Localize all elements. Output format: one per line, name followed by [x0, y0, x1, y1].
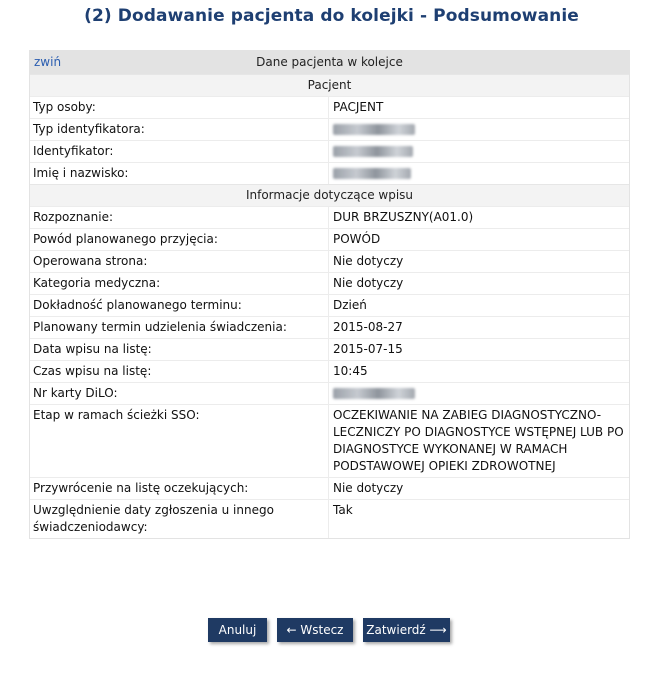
- panel-body: [30, 74, 629, 538]
- detail-row: [30, 360, 629, 382]
- section-header: Pacjent: [30, 74, 629, 96]
- detail-row: [30, 338, 629, 360]
- detail-row: [30, 162, 629, 184]
- detail-row: [30, 316, 629, 338]
- row-label: Czas wpisu na listę:: [30, 361, 329, 382]
- redacted-value: [329, 119, 629, 140]
- row-label: Przywrócenie na listę oczekujących:: [30, 478, 329, 499]
- row-label: Kategoria medyczna:: [30, 273, 329, 294]
- redacted-value: [329, 141, 629, 162]
- detail-row: [30, 404, 629, 477]
- row-label: Planowany termin udzielenia świadczenia:: [30, 317, 329, 338]
- section-header: Informacje dotyczące wpisu: [30, 184, 629, 206]
- row-label: Nr karty DiLO:: [30, 383, 329, 404]
- action-bar: [0, 618, 663, 644]
- row-value: 2015-08-27: [333, 320, 403, 334]
- row-value: Nie dotyczy: [333, 276, 404, 290]
- row-label: Powód planowanego przyjęcia:: [30, 229, 329, 250]
- collapse-toggle-link[interactable]: zwiń: [34, 55, 62, 69]
- panel-header: [30, 50, 629, 74]
- row-value: PACJENT: [333, 100, 384, 114]
- row-label: Data wpisu na listę:: [30, 339, 329, 360]
- detail-row: [30, 206, 629, 228]
- row-value: Nie dotyczy: [333, 254, 404, 268]
- row-label: Etap w ramach ścieżki SSO:: [30, 405, 329, 477]
- redacted-value: [329, 383, 629, 404]
- row-value: OCZEKIWANIE NA ZABIEG DIAGNOSTYCZNO-LECZNICZY PO DIAGNOSTYCE WSTĘPNEJ LUB PO DIAGNOSTYCE WYKONANEJ W RAMACH PODSTAWOWEJ OPIEKI ZDROWOTNEJ: [333, 408, 624, 473]
- detail-row: [30, 294, 629, 316]
- row-label: Typ osoby:: [30, 97, 329, 118]
- detail-row: [30, 140, 629, 162]
- detail-row: [30, 499, 629, 538]
- row-value: Dzień: [333, 298, 367, 312]
- panel-title: Dane pacjenta w kolejce: [256, 55, 403, 69]
- detail-row: [30, 382, 629, 404]
- redacted-placeholder: [333, 168, 411, 179]
- row-label: Operowana strona:: [30, 251, 329, 272]
- row-value: Nie dotyczy: [333, 481, 404, 495]
- row-value: Tak: [333, 503, 353, 517]
- page-title: (2) Dodawanie pacjenta do kolejki - Podsumowanie: [84, 6, 579, 26]
- cancel-button[interactable]: Anuluj: [208, 618, 267, 642]
- detail-row: [30, 272, 629, 294]
- detail-row: [30, 118, 629, 140]
- redacted-placeholder: [333, 146, 413, 157]
- detail-row: [30, 250, 629, 272]
- row-label: Identyfikator:: [30, 141, 329, 162]
- row-value: 10:45: [333, 364, 368, 378]
- detail-row: [30, 228, 629, 250]
- detail-row: [30, 96, 629, 118]
- patient-queue-panel: [29, 50, 630, 539]
- detail-row: [30, 477, 629, 499]
- row-value: DUR BRZUSZNY(A01.0): [333, 210, 474, 224]
- confirm-button[interactable]: Zatwierdź ⟶: [363, 618, 450, 642]
- back-button[interactable]: ← Wstecz: [277, 618, 353, 642]
- row-value: 2015-07-15: [333, 342, 403, 356]
- row-label: Uwzględnienie daty zgłoszenia u innego świadczeniodawcy:: [30, 500, 329, 538]
- row-value: POWÓD: [333, 232, 381, 246]
- redacted-placeholder: [333, 388, 415, 399]
- row-label: Imię i nazwisko:: [30, 163, 329, 184]
- redacted-placeholder: [333, 124, 415, 135]
- row-label: Rozpoznanie:: [30, 207, 329, 228]
- redacted-value: [329, 163, 629, 184]
- row-label: Dokładność planowanego terminu:: [30, 295, 329, 316]
- row-label: Typ identyfikatora:: [30, 119, 329, 140]
